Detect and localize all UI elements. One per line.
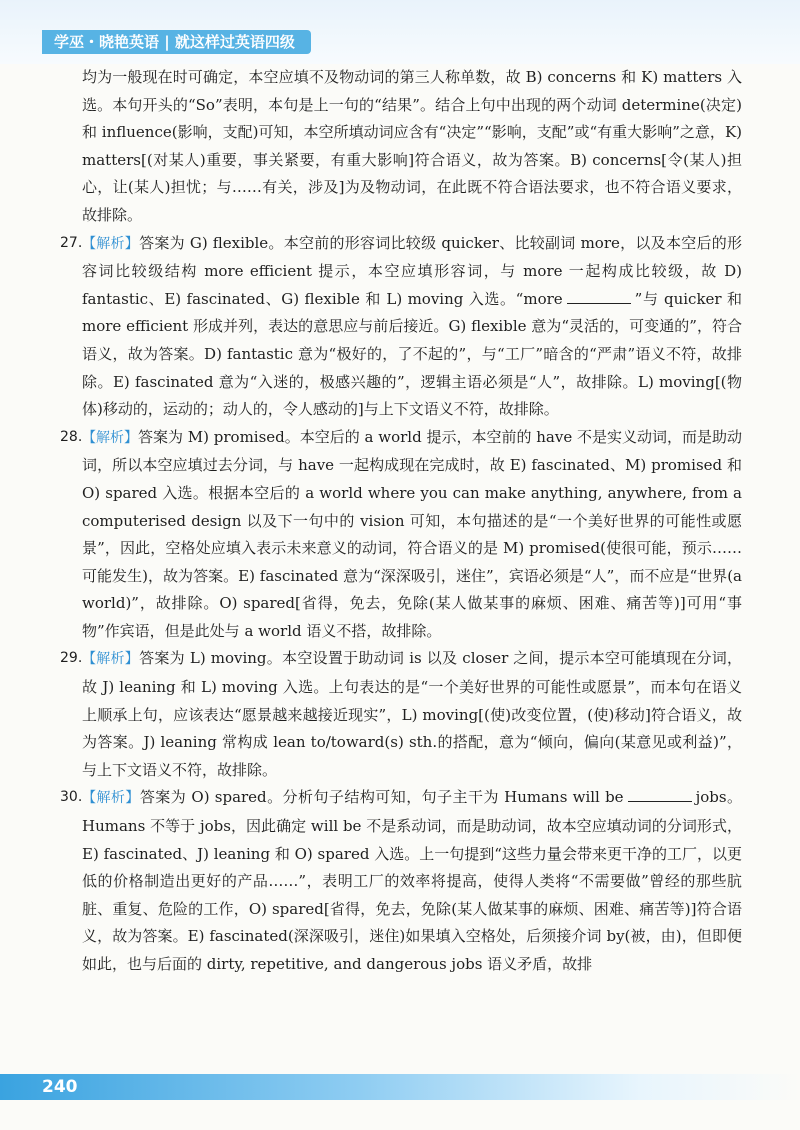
page-number: 240	[42, 1077, 78, 1097]
explanation-text: 答案为 G) flexible。本空前的形容词比较级 quicker、比较副词 more，以及本空后的形容词比较级结构 more efficient 提示，本空应填形容词，与 more 一起构成比较级，故 D) fantastic、E) fascinated、G) flexible 和 L) moving 入选。“more	[82, 233, 742, 308]
explanation-item-29	[60, 645, 742, 784]
footer-bar	[0, 1074, 800, 1100]
explanation-text: 答案为 O) spared。分析句子结构可知，句子主干为 Humans will be	[139, 788, 624, 807]
blank-line	[567, 289, 631, 304]
intro-paragraph: 均为一般现在时可确定，本空应填不及物动词的第三人称单数，故 B) concerns 和 K) matters 入选。本句开头的“So”表明，本句是上一句的“结果”。结合上句中出现的两个动词 determine(决定)和 influence(影响，支配)可知，本空所填动词应含有“决定”“影响，支配”或“有重大影响”之意，K) matters[(对某人)重要，事关紧要，有重大影响]符合语义，故为答案。B) concerns[令(某人)担心，让(某人)担忧；与……有关，涉及]为及物动词，在此既不符合语法要求，也不符合语义要求，故排除。	[82, 68, 742, 224]
explanation-text: ”与 quicker 和 more efficient 形成并列，表达的意思应与前后接近。G) flexible 意为“灵活的，可变通的”，符合语义，故为答案。D) fantastic 意为“极好的，了不起的”，与“工厂”暗含的“严肃”语义不符，故排除。E) fascinated 意为“入迷的，极感兴趣的”，逻辑主语必须是“人”，故排除。L) moving[(物体)移动的，运动的；动人的，令人感动的]与上下文语义不符，故排除。	[82, 289, 742, 419]
blank-line	[628, 787, 692, 802]
item-number: 28.	[60, 428, 83, 445]
answer-explanations	[60, 64, 742, 979]
explanation-item-27	[60, 230, 742, 424]
analysis-tag: 【解析】	[82, 235, 140, 252]
explanation-text: 答案为 M) promised。本空后的 a world 提示，本空前的 have 不是实义动词，而是助动词，所以本空应填过去分词，与 have 一起构成现在完成时，故 E) fascinated、M) promised 和 O) spared 入选。根据本空后的 a world where you can make anything, anywhere, from a computerised design 以及下一句中的 vision 可知，本句描述的是“一个美好世界的可能性或愿景”，因此，空格处应填入表示未来意义的动词，符合语义的是 M) promised(使很可能，预示……可能发生)，故为答案。E) fascinated 意为“深深吸引，迷住”，宾语必须是“人”，而不应是“世界(a world)”，故排除。O) spared[省得，免去，免除(某人做某事的麻烦、困难、痛苦等)]可用“事物”作宾语，但是此处与 a world 语义不搭，故排除。	[82, 427, 742, 640]
book-series-title: 学巫・晓艳英语 | 就这样过英语四级	[42, 30, 311, 54]
item-number: 27.	[60, 234, 83, 251]
explanation-item-30	[60, 784, 742, 978]
explanation-text: 答案为 L) moving。本空设置于助动词 is 以及 closer 之间，提示本空可能填现在分词，故 J) leaning 和 L) moving 入选。上句表达的是“一个美好世界的可能性或愿景”，而本句在语义上顺承上句，应该表达“愿景越来越接近现实”，L) moving[(使)改变位置，(使)移动]符合语义，故为答案。J) leaning 常构成 lean to/toward(s) sth.的搭配，意为“倾向，偏向(某意见或利益)”，与上下文语义不符，故排除。	[82, 649, 742, 779]
explanation-item-28	[60, 424, 742, 646]
item-number: 29.	[60, 650, 83, 667]
item-number: 30.	[60, 789, 83, 806]
analysis-tag: 【解析】	[82, 429, 139, 446]
analysis-tag: 【解析】	[82, 790, 140, 807]
analysis-tag: 【解析】	[82, 651, 140, 668]
explanation-text: jobs。Humans 不等于 jobs，因此确定 will be 不是系动词，而是助动词，故本空应填动词的分词形式，E) fascinated、J) leaning 和 O) spared 入选。上一句提到“这些力量会带来更干净的工厂，以更低的价格制造出更好的产品……”，表明工厂的效率将提高，使得人类将“不需要做”曾经的那些肮脏、重复、危险的工作，O) spared[省得，免去，免除(某人做某事的麻烦、困难、痛苦等)]符合语义，故为答案。E) fascinated(深深吸引，迷住)如果填入空格处，后须接介词 by(被，由)，但即便如此，也与后面的 dirty, repetitive, and dangerous jobs 语义矛盾，故排	[82, 788, 742, 973]
